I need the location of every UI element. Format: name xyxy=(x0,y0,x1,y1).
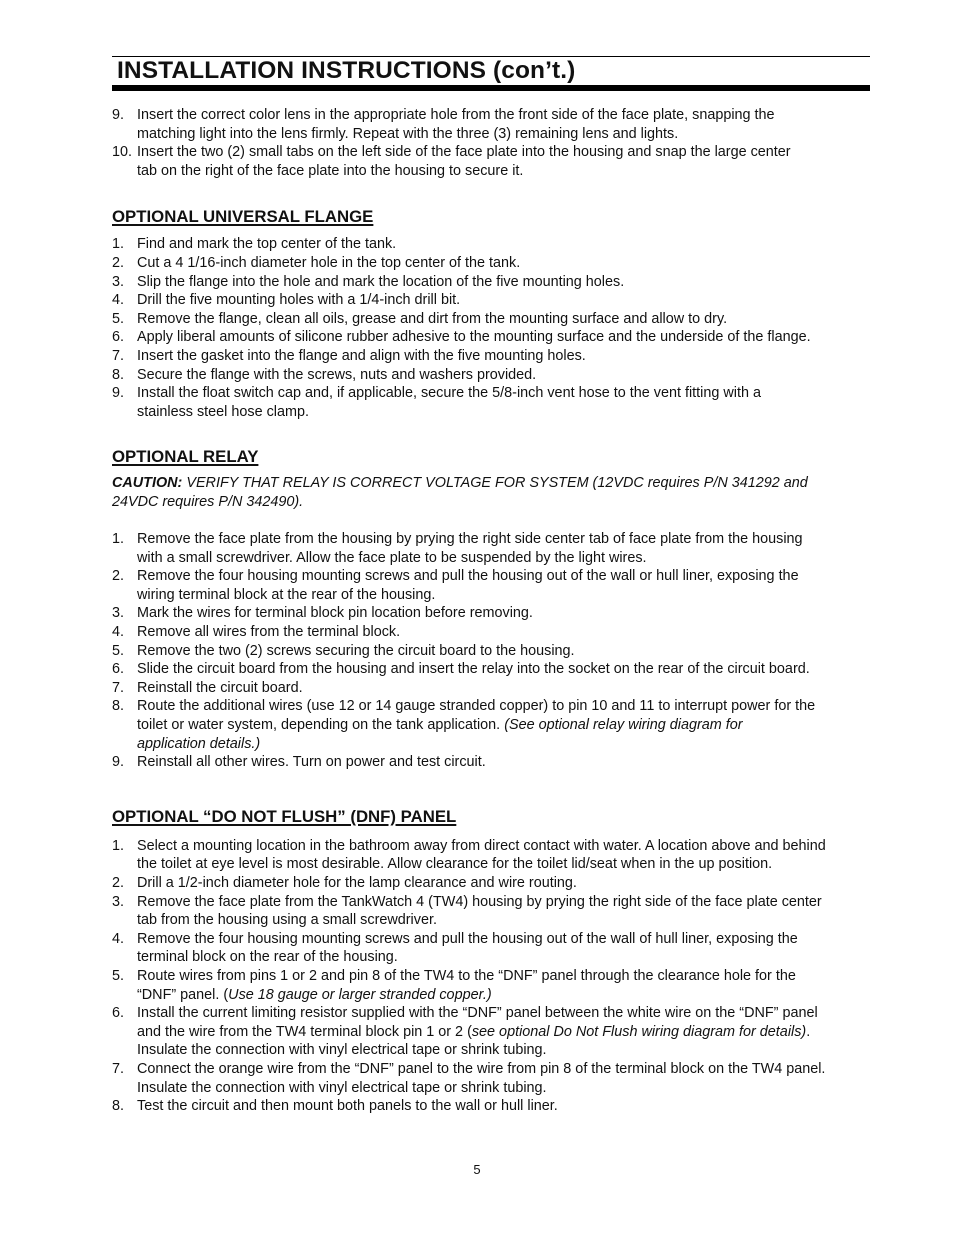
step-text-line: Install the current limiting resistor supplied with the “DNF” panel between the white wire on the “DNF” panel xyxy=(137,1005,818,1022)
list-item xyxy=(112,235,892,254)
step-text-line: Remove the four housing mounting screws and pull the housing out of the wall or hull liner, exposing the xyxy=(137,568,799,585)
step-number: 5. xyxy=(112,642,125,659)
step-number: 3. xyxy=(112,605,125,622)
title-underline-bar xyxy=(112,85,870,91)
step-number: 1. xyxy=(112,837,125,854)
step-text-line: Cut a 4 1/16-inch diameter hole in the top center of the tank. xyxy=(137,254,521,271)
step-number: 1. xyxy=(112,531,125,548)
step-text-line: Find and mark the top center of the tank. xyxy=(137,236,397,253)
list-item xyxy=(112,623,892,642)
step-text-line: Remove the face plate from the housing by prying the right side center tab of face plate from the housing xyxy=(137,531,803,548)
step-text-line: Remove all wires from the terminal block. xyxy=(137,624,401,641)
step-text-line: Connect the orange wire from the “DNF” panel to the wire from pin 8 of the terminal block on the TW4 panel. xyxy=(137,1060,826,1077)
step-text-line: Reinstall the circuit board. xyxy=(137,679,303,696)
face-plate-steps xyxy=(112,106,892,180)
list-item xyxy=(112,697,892,753)
step-text-line: “DNF” panel. ( xyxy=(137,986,229,1003)
step-text-line: Drill the five mounting holes with a 1/4-inch drill bit. xyxy=(137,292,461,309)
step-text-line: Slide the circuit board from the housing and insert the relay into the socket on the rear of the circuit board. xyxy=(137,661,810,678)
step-text-line: toilet or water system, depending on the tank application. xyxy=(137,717,505,734)
step-text-line: Mark the wires for terminal block pin location before removing. xyxy=(137,605,533,622)
step-text-line: matching light into the lens firmly. Repeat with the three (3) remaining lens and lights. xyxy=(137,125,679,142)
caution-label: CAUTION: xyxy=(112,475,183,492)
step-number: 6. xyxy=(112,1005,125,1022)
step-text-line: Remove the face plate from the TankWatch 4 (TW4) housing by prying the right side of the face plate center xyxy=(137,893,822,910)
step-note-italic: see optional Do Not Flush wiring diagram for details) xyxy=(471,1023,807,1040)
list-item xyxy=(112,328,892,347)
list-item xyxy=(112,753,892,772)
step-number: 6. xyxy=(112,329,125,346)
step-text-line: Remove the two (2) screws securing the circuit board to the housing. xyxy=(137,642,575,659)
list-item xyxy=(112,679,892,698)
list-item xyxy=(112,642,892,661)
step-number: 5. xyxy=(112,310,125,327)
list-item xyxy=(112,143,892,180)
step-text-line: Route the additional wires (use 12 or 14 gauge stranded copper) to pin 10 and 11 to interrupt power for the xyxy=(137,698,816,715)
list-item xyxy=(112,604,892,623)
list-item xyxy=(112,930,892,967)
list-item xyxy=(112,837,892,874)
step-text-line: wiring terminal block at the rear of the housing. xyxy=(137,586,436,603)
step-number: 3. xyxy=(112,273,125,290)
step-number: 9. xyxy=(112,107,125,123)
step-number: 8. xyxy=(112,1098,125,1115)
list-item xyxy=(112,1060,892,1097)
step-text-line: Install the float switch cap and, if applicable, secure the 5/8-inch vent hose to the vent fitting with a xyxy=(137,385,761,402)
step-text-line: tab from the housing using a small screwdriver. xyxy=(137,912,437,929)
step-text-line: stainless steel hose clamp. xyxy=(137,403,309,420)
list-item xyxy=(112,893,892,930)
step-number: 5. xyxy=(112,967,125,984)
list-item xyxy=(112,273,892,292)
list-item xyxy=(112,291,892,310)
flange-steps xyxy=(112,235,892,421)
step-text-line: and the wire from the TW4 terminal block pin 1 or 2 ( xyxy=(137,1023,472,1040)
step-number: 9. xyxy=(112,754,125,771)
step-text-line: Insert the gasket into the flange and align with the five mounting holes. xyxy=(137,347,586,364)
page-title: INSTALLATION INSTRUCTIONS (con’t.) xyxy=(117,57,576,84)
dnf-steps xyxy=(112,837,892,1116)
step-note-italic: application details.) xyxy=(137,735,261,752)
content xyxy=(112,106,892,1116)
section-heading-relay: OPTIONAL RELAY xyxy=(112,447,259,467)
step-text-line: Insert the two (2) small tabs on the left side of the face plate into the housing and snap the large center xyxy=(137,144,791,161)
list-item xyxy=(112,347,892,366)
step-number: 4. xyxy=(112,930,125,947)
step-text-line: Reinstall all other wires. Turn on power and test circuit. xyxy=(137,754,486,771)
step-number: 2. xyxy=(112,875,125,891)
list-item xyxy=(112,874,892,893)
caution-text-line2: 24VDC requires P/N 342490). xyxy=(112,493,304,510)
step-text-line: Remove the flange, clean all oils, grease and dirt from the mounting surface and allow to dry. xyxy=(137,310,728,327)
step-note-italic: (See optional relay wiring diagram for xyxy=(504,717,743,734)
step-text-line: terminal block on the rear of the housing. xyxy=(137,949,398,966)
step-text-line: with a small screwdriver. Allow the face plate to be suspended by the light wires. xyxy=(137,549,647,566)
step-number: 2. xyxy=(112,568,125,585)
step-number: 10. xyxy=(112,144,133,161)
step-text-line: Remove the four housing mounting screws and pull the housing out of the wall of hull liner, exposing the xyxy=(137,930,798,947)
list-item xyxy=(112,1097,892,1116)
caution-text: VERIFY THAT RELAY IS CORRECT VOLTAGE FOR SYSTEM (12VDC requires P/N 341292 and xyxy=(182,475,808,492)
step-text-line: Insulate the connection with vinyl electrical tape or shrink tubing. xyxy=(137,1079,547,1096)
step-text-line: Route wires from pins 1 or 2 and pin 8 of the TW4 to the “DNF” panel through the clearance hole for the xyxy=(137,967,796,984)
step-number: 8. xyxy=(112,698,125,715)
step-number: 7. xyxy=(112,679,125,696)
step-number: 9. xyxy=(112,385,125,402)
list-item xyxy=(112,967,892,1004)
page-number: 5 xyxy=(473,1162,481,1177)
relay-steps xyxy=(112,530,892,772)
list-item xyxy=(112,310,892,329)
list-item xyxy=(112,1004,892,1060)
step-number: 6. xyxy=(112,661,125,678)
step-number: 7. xyxy=(112,347,125,364)
list-item xyxy=(112,660,892,679)
step-number: 1. xyxy=(112,236,125,253)
section-heading-dnf-panel: OPTIONAL “DO NOT FLUSH” (DNF) PANEL xyxy=(112,806,457,826)
step-text-line: Secure the flange with the screws, nuts and washers provided. xyxy=(137,366,537,383)
step-number: 8. xyxy=(112,366,125,383)
step-number: 3. xyxy=(112,893,125,910)
list-item xyxy=(112,567,892,604)
step-number: 2. xyxy=(112,254,125,271)
list-item xyxy=(112,106,892,143)
list-item xyxy=(112,384,892,421)
step-number: 4. xyxy=(112,624,125,641)
step-text-line: Drill a 1/2-inch diameter hole for the lamp clearance and wire routing. xyxy=(137,875,577,891)
step-text-line: Insulate the connection with vinyl electrical tape or shrink tubing. xyxy=(137,1042,547,1059)
step-text-line: Select a mounting location in the bathroom away from direct contact with water. A location above and behind xyxy=(137,837,826,854)
step-text-line: Apply liberal amounts of silicone rubber adhesive to the mounting surface and the underside of the flange. xyxy=(137,329,811,346)
list-item xyxy=(112,254,892,273)
step-text-end: . xyxy=(806,1023,811,1040)
list-item xyxy=(112,366,892,385)
caution-note xyxy=(112,474,892,511)
list-item xyxy=(112,530,892,567)
step-text-line: Slip the flange into the hole and mark the location of the five mounting holes. xyxy=(137,273,625,290)
step-number: 4. xyxy=(112,292,125,309)
step-note-italic: Use 18 gauge or larger stranded copper.) xyxy=(228,986,492,1003)
step-text-line: Insert the correct color lens in the appropriate hole from the front side of the face plate, snapping the xyxy=(137,107,775,123)
step-number: 7. xyxy=(112,1060,125,1077)
step-text-line: Test the circuit and then mount both panels to the wall or hull liner. xyxy=(137,1098,558,1115)
step-text-line: the toilet at eye level is most desirable. Allow clearance for the toilet lid/seat when in the up position. xyxy=(137,856,773,873)
step-text-line: tab on the right of the face plate into the housing to secure it. xyxy=(137,162,524,179)
section-heading-flange: OPTIONAL UNIVERSAL FLANGE xyxy=(112,207,374,227)
